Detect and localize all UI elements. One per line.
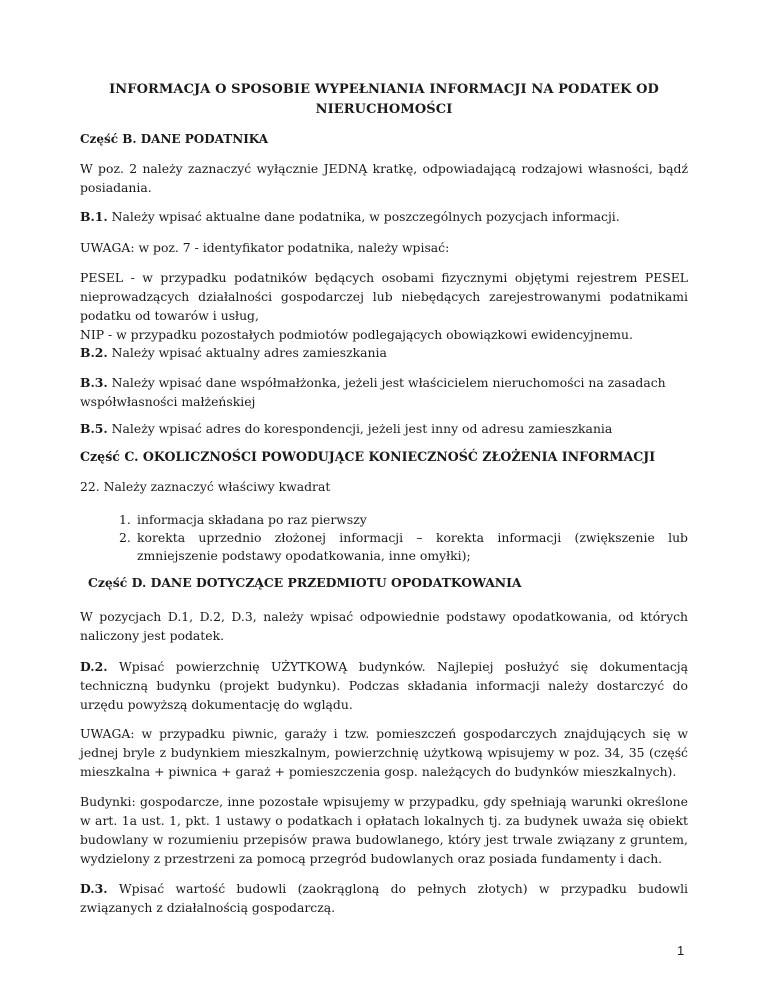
b-uwaga: UWAGA: w poz. 7 - identyfikator podatnika, należy wpisać: (80, 240, 450, 255)
section-b-heading (80, 130, 688, 149)
list-item-number: 1. (119, 512, 131, 527)
section-c-heading-text: C. OKOLICZNOŚCI POWODUJĄCE KONIECZNOŚĆ ZŁOŻENIA INFORMACJI (124, 449, 656, 464)
section-c-heading (80, 447, 688, 466)
b1-paragraph (80, 207, 688, 226)
b2-label: B.2. (80, 345, 108, 360)
list-item-text: informacja składana po raz pierwszy (137, 512, 367, 527)
b2-text: Należy wpisać aktualny adres zamieszkania (107, 345, 387, 360)
pesel-paragraph (80, 268, 688, 344)
list-item-text: korekta uprzednio złożonej informacji – korekta informacji (zwiększenie lub zmniejszenie podstawy opodatkowania, inne omyłki); (137, 530, 688, 563)
list-item-number: 2. (119, 530, 131, 545)
d2-text: Wpisać powierzchnię UŻYTKOWĄ budynków. Najlepiej posłużyć się dokumentacją techniczną budynku (projekt budynku). Podczas składania informacji należy dostarczyć do urzędu powyższą dokumentację do wglądu. (80, 659, 688, 712)
b1-label: B.1. (80, 209, 108, 224)
b5-text: Należy wpisać adres do korespondencji, jeżeli jest inny od adresu zamieszkania (107, 421, 613, 436)
d3-label: D.3. (80, 881, 108, 896)
title-line-2: NIERUCHOMOŚCI (315, 102, 453, 117)
d2-label: D.2. (80, 659, 108, 674)
section-d-heading-text: D. DANE DOTYCZĄCE PRZEDMIOTU OPODATKOWANIA (131, 575, 522, 590)
section-d-heading (88, 573, 696, 592)
page-title (80, 80, 688, 120)
b1-text: Należy wpisać aktualne dane podatnika, w poszczególnych pozycjach informacji. (107, 209, 620, 224)
pesel-text: PESEL - w przypadku podatników będących osobami fizycznymi objętymi rejestrem PESEL nieprowadzących działalności gospodarczej lub niebędących zarejestrowanymi podatnikami podatku od towarów i usług, (80, 270, 688, 323)
b5-paragraph (80, 419, 688, 438)
list-item (80, 529, 688, 565)
page-number: 1 (677, 943, 685, 958)
b3-paragraph (80, 373, 688, 411)
section-d-heading-label: Część (88, 575, 128, 590)
title-line-1: INFORMACJA O SPOSOBIE WYPEŁNIANIA INFORMACJI NA PODATEK OD (109, 82, 659, 97)
section-c-heading-label: Część (80, 449, 120, 464)
b2-paragraph (80, 343, 688, 362)
d3-paragraph (80, 879, 688, 917)
list-item (80, 511, 688, 529)
c-options-list (80, 511, 688, 565)
d-intro: W pozycjach D.1, D.2, D.3, należy wpisać odpowiednie podstawy opodatkowania, od których naliczony jest podatek. (80, 609, 688, 643)
section-b-heading-text: B. DANE PODATNIKA (122, 132, 269, 146)
c-22-paragraph: 22. Należy zaznaczyć właściwy kwadrat (80, 479, 331, 494)
section-b-intro: W poz. 2 należy zaznaczyć wyłącznie JEDNĄ kratkę, odpowiadającą rodzajowi własności, bądź posiadania. (80, 161, 688, 195)
d-uwaga: UWAGA: w przypadku piwnic, garaży i tzw. pomieszczeń gospodarczych znajdujących się w jednej bryle z budynkiem mieszkalnym, powierzchnię użytkową wpisujemy w poz. 34, 35 (część mieszkalna + piwnica + garaż + pomieszczenia gosp. należących do budynków mieszkalnych). (80, 726, 688, 779)
budynki-paragraph: Budynki: gospodarcze, inne pozostałe wpisujemy w przypadku, gdy spełniają warunki określone w art. 1a ust. 1, pkt. 1 ustawy o podatkach i opłatach lokalnych tj. za budynek uważa się obiekt budowlany w rozumieniu przepisów prawa budowlanego, który jest trwale związany z gruntem, wydzielony z przestrzeni za pomocą przegród budowlanych oraz posiada fundamenty i dach. (80, 794, 688, 866)
d2-paragraph (80, 657, 688, 714)
section-b-heading-label: Część (80, 132, 119, 146)
b3-text: Należy wpisać dane współmałżonka, jeżeli jest właścicielem nieruchomości na zasadach współwłasności małżeńskiej (80, 375, 666, 409)
d3-text: Wpisać wartość budowli (zaokrągloną do pełnych złotych) w przypadku budowli związanych z działalnością gospodarczą. (80, 881, 688, 915)
b5-label: B.5. (80, 421, 108, 436)
b3-label: B.3. (80, 375, 108, 390)
nip-text: NIP - w przypadku pozostałych podmiotów podlegających obowiązkowi ewidencyjnemu. (80, 327, 633, 342)
